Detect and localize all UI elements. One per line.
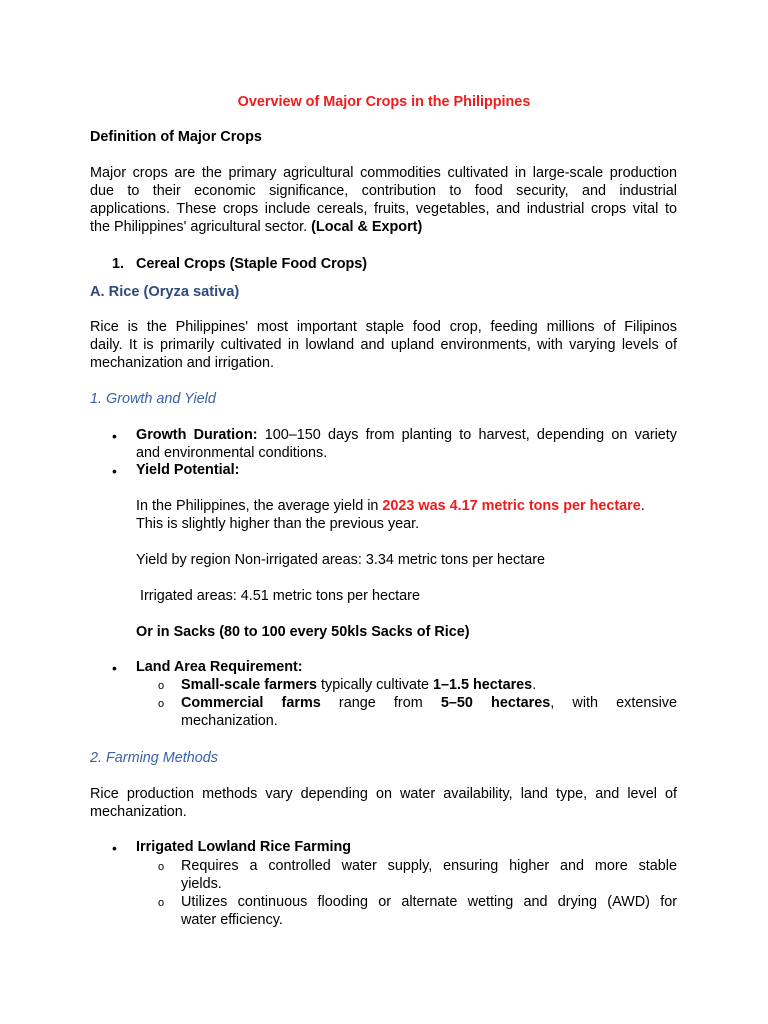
growth-duration-line — [136, 426, 677, 444]
commercial-line — [181, 694, 677, 712]
definition-line: Major crops are the primary agricultural commodities cultivated in large-scale production — [90, 165, 677, 181]
small-scale-value: 1–1.5 hectares — [432, 677, 533, 693]
commercial-end: , with extensive — [550, 695, 677, 711]
yield-highlight: 2023 was 4.17 metric tons per hectare — [382, 498, 641, 514]
growth-duration-label: Growth Duration: — [136, 427, 258, 443]
yield-pre-text: In the Philippines, the average yield in — [136, 498, 383, 514]
sub-bullet-icon: o — [158, 897, 165, 909]
irrigated-yield-line: Irrigated areas: 4.51 metric tons per hectare — [136, 588, 420, 604]
section-heading: Cereal Crops (Staple Food Crops) — [136, 256, 368, 272]
farming-intro-line: Rice production methods vary depending on water availability, land type, and level of — [90, 786, 677, 802]
sacks-line: Or in Sacks (80 to 100 every 50kls Sacks of Rice) — [136, 624, 470, 640]
sub-bullet-icon: o — [158, 861, 165, 873]
bullet-icon: • — [112, 463, 117, 479]
farming-heading: 2. Farming Methods — [90, 750, 218, 766]
commercial-text: range from — [320, 695, 441, 711]
sub-bullet-icon: o — [158, 698, 165, 710]
small-scale-label: Small-scale farmers — [181, 677, 317, 693]
small-scale-text: typically cultivate — [317, 677, 433, 693]
rice-heading: A. Rice (Oryza sativa) — [90, 284, 240, 300]
bullet-icon: • — [112, 840, 117, 856]
definition-heading: Definition of Major Crops — [90, 129, 262, 145]
small-scale-line — [181, 676, 677, 694]
growth-duration-line2: and environmental conditions. — [136, 445, 328, 461]
rice-line: Rice is the Philippines' most important staple food crop, feeding millions of Filipinos — [90, 319, 677, 335]
yield-line — [136, 497, 677, 515]
yield-label: Yield Potential: — [136, 462, 240, 478]
irrigated-lowland-label: Irrigated Lowland Rice Farming — [136, 839, 352, 855]
growth-duration-text: 100–150 days from planting to harvest, depending on variety — [257, 427, 678, 443]
bullet-icon: • — [112, 660, 117, 676]
definition-last-text: the Philippines' agricultural sector. — [90, 219, 308, 235]
growth-heading: 1. Growth and Yield — [90, 391, 216, 407]
commercial-value: 5–50 hectares — [440, 695, 551, 711]
requires-line: Requires a controlled water supply, ensuring higher and more stable — [181, 858, 677, 874]
commercial-line2: mechanization. — [181, 713, 278, 729]
farming-intro-line2: mechanization. — [90, 804, 187, 820]
rice-line: mechanization and irrigation. — [90, 355, 274, 371]
utilizes-line: Utilizes continuous flooding or alternate wetting and drying (AWD) for — [181, 894, 677, 910]
small-scale-end: . — [532, 677, 537, 693]
bullet-icon: • — [112, 428, 117, 444]
commercial-label: Commercial farms — [181, 695, 321, 711]
section-number: 1. — [112, 256, 125, 272]
yield-line2: This is slightly higher than the previous year. — [136, 516, 420, 532]
rice-line: daily. It is primarily cultivated in lowland and upland environments, with varying levels of — [90, 337, 677, 353]
utilizes-line2: water efficiency. — [181, 912, 283, 928]
local-export-label: (Local & Export) — [307, 219, 423, 235]
yield-region-line: Yield by region Non-irrigated areas: 3.34 metric tons per hectare — [136, 552, 546, 568]
sub-bullet-icon: o — [158, 680, 165, 692]
definition-line: applications. These crops include cereals, fruits, vegetables, and industrial crops vital to — [90, 201, 677, 217]
document-title: Overview of Major Crops in the Philippines — [237, 94, 531, 110]
requires-line2: yields. — [181, 876, 222, 892]
definition-last-line — [90, 218, 677, 236]
definition-line: due to their economic significance, contribution to food security, and industrial — [90, 183, 677, 199]
land-area-label: Land Area Requirement: — [136, 659, 303, 675]
yield-post-text: . — [640, 498, 645, 514]
